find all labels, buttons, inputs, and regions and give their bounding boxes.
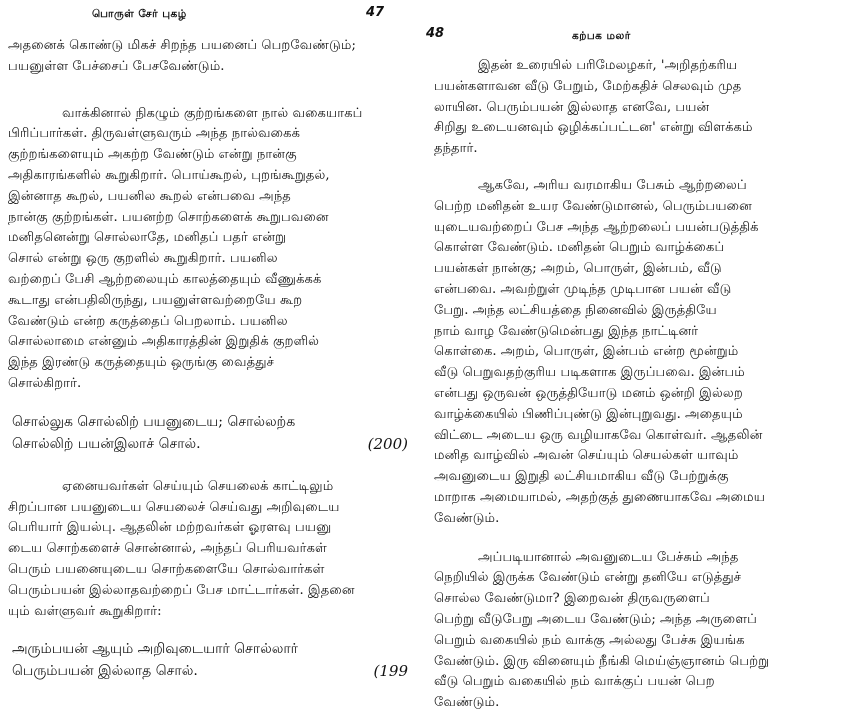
text-line: அதனைக் கொண்டு மிகச் சிறந்த பயனைப் பெறவேண்டும்; [8, 38, 356, 53]
left-paragraph-2 [8, 104, 410, 395]
right-paragraph-2 [434, 176, 836, 530]
kural-line: சொல்லுக சொல்லிற் பயனுடைய; சொல்லற்க [12, 413, 296, 430]
text-line: அப்படியானால் அவனுடைய பேச்சும் அந்த [478, 549, 739, 565]
left-page-number: 47 [366, 5, 385, 20]
text-line: வாழ்க்கையில் பிணிப்புண்டு இன்புறுவது. அதையும் [434, 406, 743, 422]
text-line: அவனுடைய இறுதி லட்சியமாகிய வீடு பேற்றுக்கு [434, 469, 729, 485]
text-line: பயன்களாவன வீடு பேறும், மேற்கதிச் செலவும் முத [434, 78, 742, 94]
text-line: ஆகவே, அரிய வரமாகிய பேசும் ஆற்றலைப் [478, 177, 747, 193]
right-running-head [426, 0, 844, 52]
text-line: வீடு பெறுவதற்குரிய படிகளாக இருப்பவை. இன்பம் [434, 365, 745, 381]
kural-line: அரும்பயன் ஆயும் அறிவுடையார் சொல்லார் [12, 641, 298, 658]
text-line: சொல்லாமை என்னும் அதிகாரத்தின் இறுதிக் குறளில் [8, 334, 320, 350]
text-line: மனிதனென்று சொல்லாதே, மனிதப் பதர் என்று [8, 230, 287, 246]
right-page [426, 0, 844, 711]
text-line: பெரும் பயனையுடைய சொற்களையே சொல்வார்கள் [8, 561, 325, 577]
kural-verse-200 [12, 411, 412, 455]
text-line: மனித வாழ்வில் அவன் செய்யும் செயல்கள் யாவும் [434, 448, 739, 464]
text-line: இதன் உரையில் பரிமேலழகர், 'அறிதற்கரிய [478, 58, 738, 73]
text-line: ஏனையவர்கள் செய்யும் செயலைக் காட்டிலும் [62, 478, 334, 494]
text-line: அதிகாரங்களில் கூறுகிறார். பொய்கூறல், புறங்கூறுதல், [8, 167, 330, 183]
text-line: யுடையவற்றைப் பேச அந்த ஆற்றலைப் பயன்படுத்திக் [434, 219, 759, 235]
kural-line: சொல்லிற் பயன்இலாச் சொல். [12, 435, 201, 452]
right-paragraph-1 [434, 56, 836, 160]
text-line: வீடு பெறும் வகையில் நம் வாக்குப் பயன் பெற [434, 674, 715, 690]
text-line: சிறிது உடையனவும் ஒழிக்கப்பட்டன' என்று விளக்கம் [434, 120, 753, 136]
kural-number: (199 [373, 662, 408, 681]
text-line: தந்தார். [434, 141, 478, 157]
right-paragraph-3 [434, 548, 836, 714]
text-line: வேண்டும் என்ற கருத்தைப் பெறலாம். பயனில [8, 313, 288, 329]
text-line: பெற்று வீடுபேறு அடைய வேண்டும்; அந்த அருளைப் [434, 611, 757, 627]
text-line: மாறாக அமையாமல், அதற்குத் துணையாகவே அமைய [434, 489, 766, 505]
right-page-number: 48 [426, 26, 445, 41]
text-line: விட்டை அடைய ஒரு வழியாகவே கொள்வர். ஆதலின் [434, 427, 763, 443]
text-line: கூடாது என்பதிலிருந்து, பயனுள்ளவற்றையே கூற [8, 292, 303, 308]
left-running-title: பொருள் சேர் புகழ் [92, 8, 187, 20]
text-line: பெற்ற மனிதன் உயர வேண்டுமானல், பெரும்பயனை [434, 198, 752, 214]
text-line: யும் வள்ளுவர் கூறுகிறார்: [8, 603, 162, 619]
text-line: பயனுள்ள பேச்சைப் பேசவேண்டும். [8, 58, 225, 74]
text-line: வேண்டும். [434, 695, 500, 711]
text-line: வாக்கினால் நிகழும் குற்றங்களை நால் வகையாகப் [62, 105, 363, 121]
text-line: நாம் வாழ வேண்டுமென்பது இந்த நாட்டினர் [434, 323, 699, 339]
text-line: சொல்கிறார். [8, 375, 82, 391]
text-line: லாயின. பெரும்பயன் இல்லாத எனவே, பயன் [434, 99, 710, 115]
left-running-head [0, 0, 418, 24]
kural-verse-199 [12, 638, 412, 682]
text-line: பிரிப்பார்கள். திருவள்ளுவரும் அந்த நால்வகைக் [8, 126, 301, 142]
text-line: நெறியில் இருக்க வேண்டும் என்று தனியே எடுத்துச் [434, 570, 742, 586]
text-line: இந்த இரண்டு கருத்தையும் ஒருங்கு வைத்துச் [8, 355, 274, 371]
kural-line: பெரும்பயன் இல்லாத சொல். [12, 663, 198, 680]
text-line: சொல் என்று ஒரு குறளில் கூறுகிறார். பயனில [8, 251, 278, 267]
text-line: பெரியார் இயல்பு. ஆதலின் மற்றவர்கள் ஓரளவு பயனு [8, 520, 332, 536]
text-line: பெறும் வகையில் நம் வாக்கு அல்லது பேச்சு இயங்க [434, 632, 745, 648]
text-line: குற்றங்களையும் அகற்ற வேண்டும் என்று நான்கு [8, 147, 297, 163]
text-line: கொள்கை. அறம், பொருள், இன்பம் என்ற மூன்றும் [434, 344, 739, 360]
right-running-title: கற்பக மலர் [572, 30, 631, 42]
text-line: டைய சொற்களைச் சொன்னால், அந்தப் பெரியவர்கள் [8, 541, 327, 557]
text-line: வேண்டும். இரு வினையும் நீங்கி மெய்ஞ்ஞானம் பெற்று [434, 653, 770, 669]
text-line: வற்றைப் பேசி ஆற்றலையும் காலத்தையும் வீணுக்கக் [8, 271, 322, 287]
text-line: சிறப்பான பயனுடைய செயலைச் செய்வது அறிவுடைய [8, 499, 340, 515]
text-line: பெரும்பயன் இல்லாதவற்றைப் பேச மாட்டார்கள். இதனை [8, 582, 355, 598]
left-paragraph-1 [8, 36, 410, 78]
text-line: நான்கு குற்றங்கள். பயனற்ற சொற்களைக் கூறுபவனை [8, 209, 329, 225]
left-page [0, 0, 418, 686]
text-line: என்பது ஒருவன் ஒருத்தியோடு மனம் ஒன்றி இல்லற [434, 385, 743, 401]
left-paragraph-3 [8, 477, 410, 623]
text-line: கொள்ள வேண்டும். மனிதன் பெறும் வாழ்க்கைப் [434, 240, 725, 256]
text-line: என்பவை. அவற்றுள் முடிந்த முடிபான பயன் வீடு [434, 281, 732, 297]
text-line: இன்னாத கூறல், பயனில கூறல் என்பவை அந்த [8, 188, 291, 204]
kural-number: (200) [367, 434, 408, 453]
text-line: சொல்ல வேண்டுமா? இறைவன் திருவருளைப் [434, 591, 710, 607]
text-line: பேறு. அந்த லட்சியத்தை நினைவில் இருத்தியே [434, 302, 717, 318]
text-line: வேண்டும். [434, 510, 500, 526]
text-line: பயன்கள் நான்கு; அறம், பொருள், இன்பம், வீடு [434, 261, 722, 277]
